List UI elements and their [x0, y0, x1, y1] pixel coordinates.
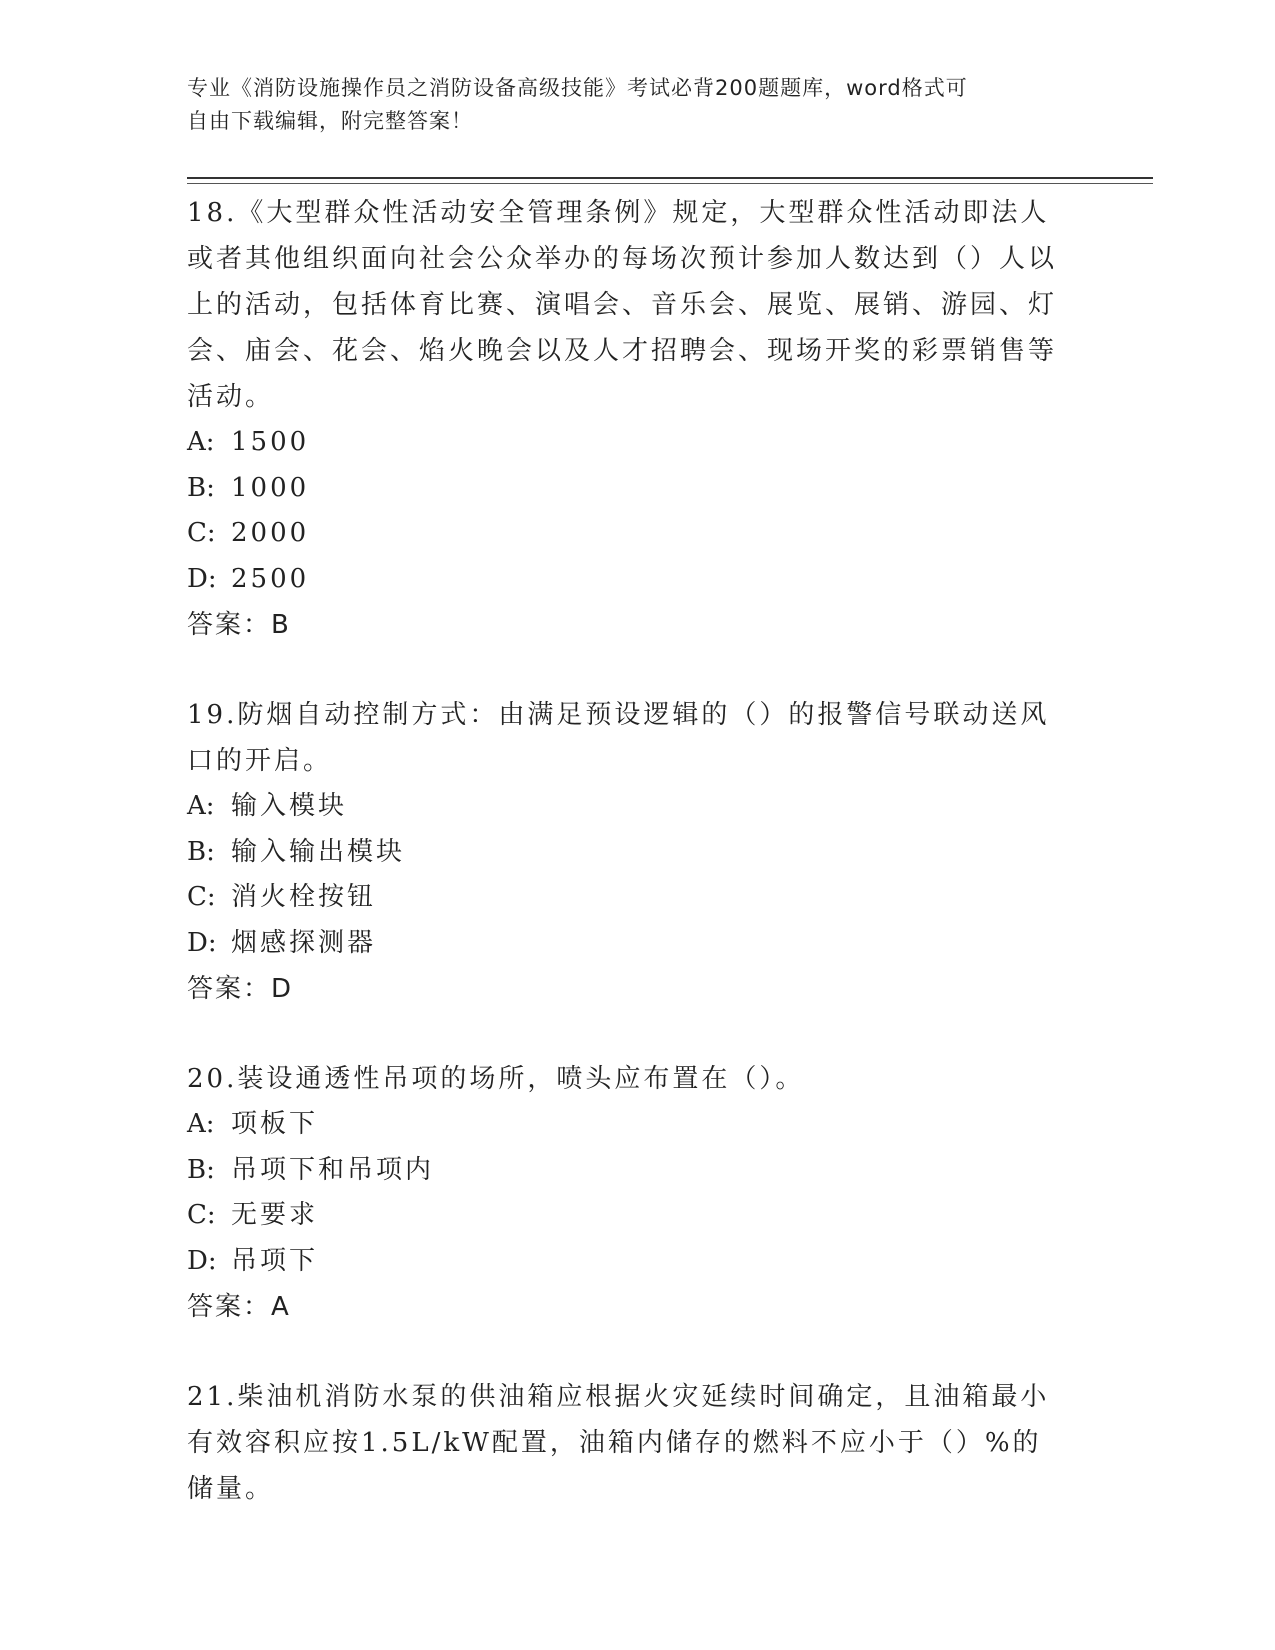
option-d — [187, 557, 1067, 603]
option-key: C: — [187, 1200, 216, 1230]
header-line-1: 专业《消防设施操作员之消防设备高级技能》考试必背200题题库，word格式可 — [187, 76, 968, 100]
question-21 — [187, 1374, 1067, 1512]
option-d — [187, 1239, 1067, 1285]
option-key: D: — [187, 1245, 217, 1276]
question-18 — [187, 190, 1067, 648]
answer-line: 答案：D — [187, 974, 294, 1004]
question-spacer — [187, 1330, 1067, 1374]
option-text: 1500 — [231, 427, 310, 457]
option-text: 吊项下 — [231, 1245, 319, 1276]
option-b — [187, 1148, 1067, 1194]
option-key: A: — [187, 427, 215, 457]
question-stem: 19.防烟自动控制方式：由满足预设逻辑的（）的报警信号联动送风口的开启。 — [187, 700, 1050, 776]
option-text: 2500 — [231, 563, 310, 594]
answer-line: 答案：A — [187, 1292, 291, 1322]
header-divider-thin — [187, 183, 1153, 184]
option-text: 无要求 — [231, 1200, 319, 1230]
option-text: 吊项下和吊项内 — [231, 1154, 435, 1185]
option-text: 消火栓按钮 — [231, 882, 377, 912]
option-text: 项板下 — [231, 1109, 319, 1139]
option-key: B: — [187, 836, 215, 867]
question-list — [187, 190, 1067, 1512]
option-text: 输入输出模块 — [231, 836, 406, 867]
option-text: 2000 — [231, 518, 310, 548]
question-20 — [187, 1056, 1067, 1330]
option-key: A: — [187, 791, 215, 821]
option-key: A: — [187, 1109, 215, 1139]
option-c — [187, 875, 1067, 921]
question-stem: 21.柴油机消防水泵的供油箱应根据火灾延续时间确定，且油箱最小有效容积应按1.5L/kW配置，油箱内储存的燃料不应小于（）%的储量。 — [187, 1382, 1050, 1504]
option-key: D: — [187, 563, 217, 594]
question-stem: 18.《大型群众性活动安全管理条例》规定，大型群众性活动即法人或者其他组织面向社会公众举办的每场次预计参加人数达到（）人以上的活动，包括体育比赛、演唱会、音乐会、展览、展销、游园、灯会、庙会、花会、焰火晚会以及人才招聘会、现场开奖的彩票销售等活动。 — [187, 198, 1058, 412]
question-19 — [187, 692, 1067, 1012]
option-b — [187, 466, 1067, 512]
option-key: C: — [187, 518, 216, 548]
question-spacer — [187, 1012, 1067, 1056]
option-b — [187, 830, 1067, 876]
option-key: C: — [187, 882, 216, 912]
header-divider-thick — [187, 177, 1153, 179]
option-a — [187, 784, 1067, 830]
document-header — [187, 72, 1067, 138]
option-text: 1000 — [231, 472, 310, 503]
header-line-2: 自由下载编辑，附完整答案！ — [187, 109, 473, 133]
option-key: B: — [187, 1154, 215, 1185]
option-a — [187, 420, 1067, 466]
option-key: D: — [187, 927, 217, 958]
option-text: 输入模块 — [231, 791, 348, 821]
option-c — [187, 511, 1067, 557]
option-d — [187, 921, 1067, 967]
option-key: B: — [187, 472, 215, 503]
question-stem: 20.装设通透性吊项的场所，喷头应布置在（）。 — [187, 1064, 805, 1094]
answer-line: 答案：B — [187, 610, 291, 640]
question-spacer — [187, 648, 1067, 692]
option-c — [187, 1193, 1067, 1239]
option-a — [187, 1102, 1067, 1148]
option-text: 烟感探测器 — [231, 927, 377, 958]
